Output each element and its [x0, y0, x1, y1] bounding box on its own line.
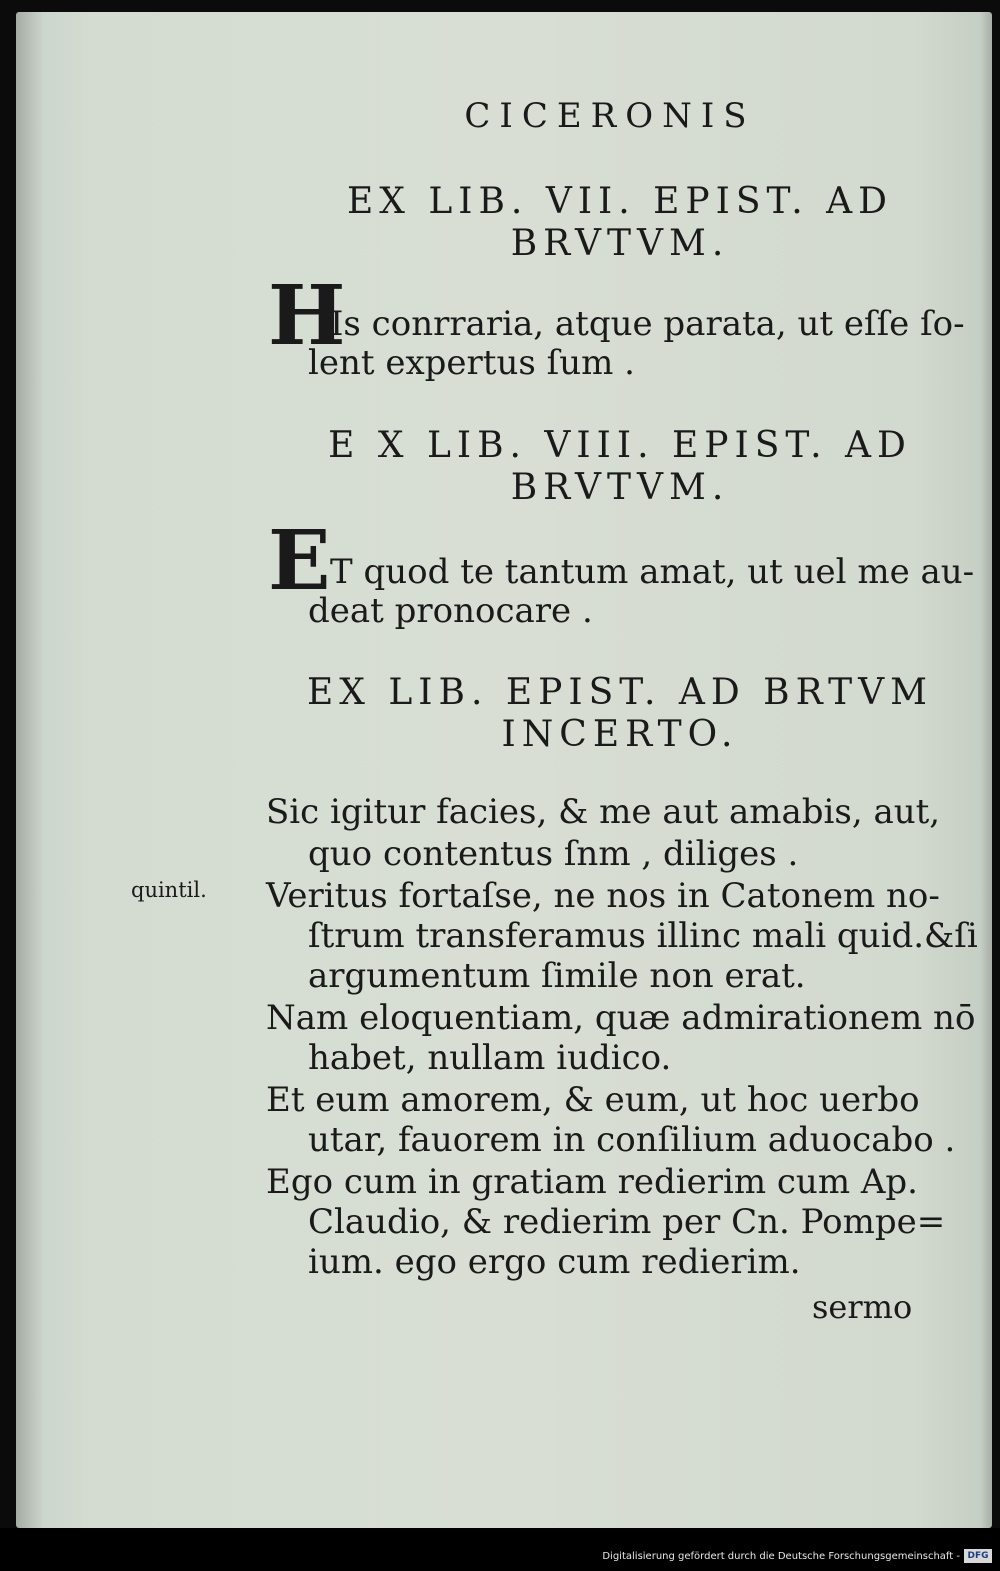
text-line-6: Nam eloquentiam, quæ admirationem nō: [266, 998, 976, 1038]
text-line-8: Et eum amorem, & eum, ut hoc uerbo: [266, 1080, 920, 1120]
section-2-line-1: T quod te tantum amat, ut uel me au-: [330, 552, 975, 592]
section-heading-1-line-1: EX LIB. VII. EPIST. AD: [347, 181, 893, 222]
text-line-10: Ego cum in gratiam redierim cum Ap.: [266, 1162, 918, 1202]
text-line-11: Claudio, & redierim per Cn. Pompe=: [308, 1202, 946, 1242]
section-1-line-2: lent expertus ſum .: [308, 343, 635, 383]
text-line-2: quo contentus ſnm , diliges .: [308, 834, 799, 874]
text-line-7: habet, nullam iudico.: [308, 1038, 672, 1078]
section-heading-2-line-2: BRVTVM.: [510, 467, 730, 508]
section-1-line-1: Is conrraria, atque parata, ut eſſe ſo-: [330, 304, 965, 344]
section-heading-3-line-2: INCERTO.: [501, 714, 739, 755]
catchword: sermo: [812, 1288, 913, 1326]
dfg-logo: DFG: [964, 1549, 992, 1563]
text-line-5: argumentum ſimile non erat.: [308, 956, 806, 996]
text-line-12: ium. ego ergo cum redierim.: [308, 1242, 801, 1282]
dropcap-e: E: [268, 513, 331, 609]
text-line-1: Sic igitur facies, & me aut amabis, aut,: [266, 792, 941, 832]
section-heading-1-line-2: BRVTVM.: [510, 223, 730, 264]
margin-note: quintil.: [131, 878, 207, 902]
section-heading-3-line-1: EX LIB. EPIST. AD BRTVM: [307, 672, 933, 713]
text-line-9: utar, fauorem in conſilium aduocabo .: [308, 1120, 956, 1160]
footer-band: [0, 1528, 1000, 1571]
page-edge-shadow: [980, 12, 992, 1528]
text-line-3: Veritus fortaſse, ne nos in Catonem no-: [266, 876, 940, 916]
dropcap-h: H: [268, 268, 346, 364]
running-head: CICERONIS: [464, 96, 756, 136]
section-heading-2-line-1: E X LIB. VIII. EPIST. AD: [328, 425, 912, 466]
text-line-4: ſtrum transferamus illinc mali quid.&ſi: [308, 916, 978, 956]
section-2-line-2: deat pronocare .: [308, 591, 593, 631]
digitization-credit: Digitalisierung gefördert durch die Deutsche Forschungsgemeinschaft -: [602, 1551, 960, 1562]
